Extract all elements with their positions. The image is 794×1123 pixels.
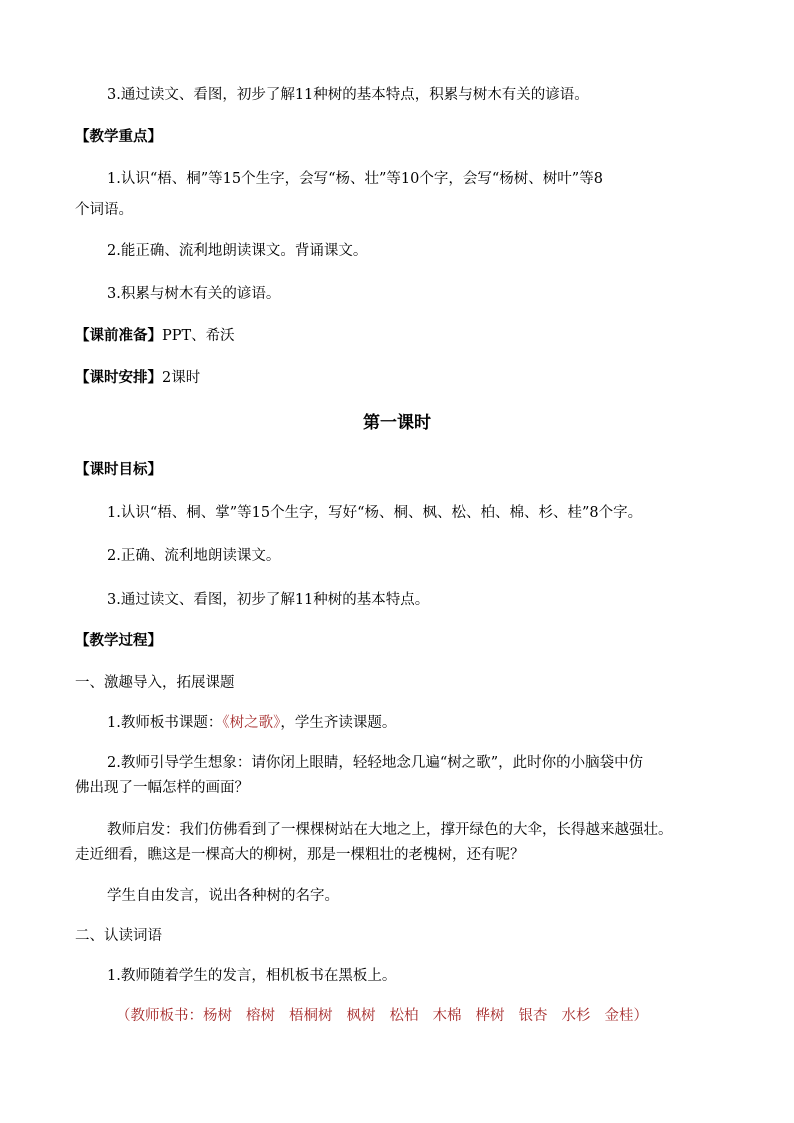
schedule-value: 2课时 — [162, 370, 201, 386]
board-word: 松柏 — [389, 1008, 419, 1024]
board-word: 梧桐树 — [289, 1008, 333, 1024]
teaching-focus-heading: 【教学重点】 — [75, 128, 162, 145]
students-speak-paragraph: 学生自由发言，说出各种树的名字。 — [107, 888, 339, 904]
preparation-label: 【课前准备】 — [75, 327, 162, 344]
board-suffix: ） — [633, 1008, 648, 1024]
lesson-goals-heading: 【课时目标】 — [75, 461, 162, 478]
teacher-hint-line-1: 教师启发：我们仿佛看到了一棵棵树站在大地之上，撑开绿色的大伞，长得越来越强壮。 — [107, 822, 673, 838]
goal-3-paragraph: 3.通过读文、看图，初步了解11种树的基本特点。 — [107, 592, 430, 608]
board-word: 水杉 — [561, 1008, 591, 1024]
section-1-item-2-line-1: 2.教师引导学生想象：请你闭上眼睛，轻轻地念几遍“树之歌”，此时你的小脑袋中仿 — [107, 755, 644, 771]
board-word: 榕树 — [246, 1008, 275, 1024]
lesson-title: 第一课时 — [363, 413, 431, 433]
schedule-label: 【课时安排】 — [75, 369, 162, 386]
focus-1-line-1: 1.认识“梧、桐”等15个生字，会写“杨、壮”等10个字，会写“杨树、树叶”等8 — [107, 171, 603, 187]
section-1-item-1 — [107, 713, 767, 733]
board-word: 枫树 — [346, 1008, 376, 1024]
preparation-line — [75, 326, 735, 346]
goal-1-paragraph: 1.认识“梧、桐、掌”等15个生字，写好“杨、桐、枫、松、柏、棉、杉、桂”8个字。 — [107, 505, 643, 521]
section-1-heading: 一、激趣导入，拓展课题 — [75, 675, 235, 691]
lesson-title-reference: 《树之歌》 — [222, 715, 281, 731]
goal-2-paragraph: 2.正确、流利地朗读课文。 — [107, 548, 281, 564]
board-word: 银杏 — [518, 1008, 548, 1024]
item-1-text-b: ，学生齐读课题。 — [280, 715, 397, 731]
board-prefix: （教师板书： — [116, 1008, 203, 1024]
section-2-item-1: 1.教师随着学生的发言，相机板书在黑板上。 — [107, 968, 397, 984]
section-1-item-2-line-2: 佛出现了一幅怎样的画面？ — [75, 780, 249, 796]
focus-3-paragraph: 3.积累与树木有关的谚语。 — [107, 286, 281, 302]
objective-3-paragraph: 3.通过读文、看图，初步了解11种树的基本特点，积累与树木有关的谚语。 — [107, 87, 589, 103]
item-1-text-a: 1.教师板书课题： — [107, 715, 223, 731]
board-word: 木棉 — [432, 1008, 462, 1024]
focus-2-paragraph: 2.能正确、流利地朗读课文。背诵课文。 — [107, 243, 368, 259]
board-word: 桦树 — [475, 1008, 505, 1024]
focus-1-line-2: 个词语。 — [75, 202, 133, 218]
teacher-hint-line-2: 走近细看，瞧这是一棵高大的柳树，那是一棵粗壮的老槐树，还有呢？ — [75, 847, 525, 863]
blackboard-words-line — [116, 1006, 648, 1026]
section-2-heading: 二、认读词语 — [75, 928, 162, 944]
board-word: 金桂 — [604, 1008, 634, 1024]
preparation-value: PPT、希沃 — [162, 328, 235, 344]
teaching-process-heading: 【教学过程】 — [75, 632, 162, 649]
schedule-line — [75, 368, 735, 388]
board-word: 杨树 — [203, 1008, 232, 1024]
